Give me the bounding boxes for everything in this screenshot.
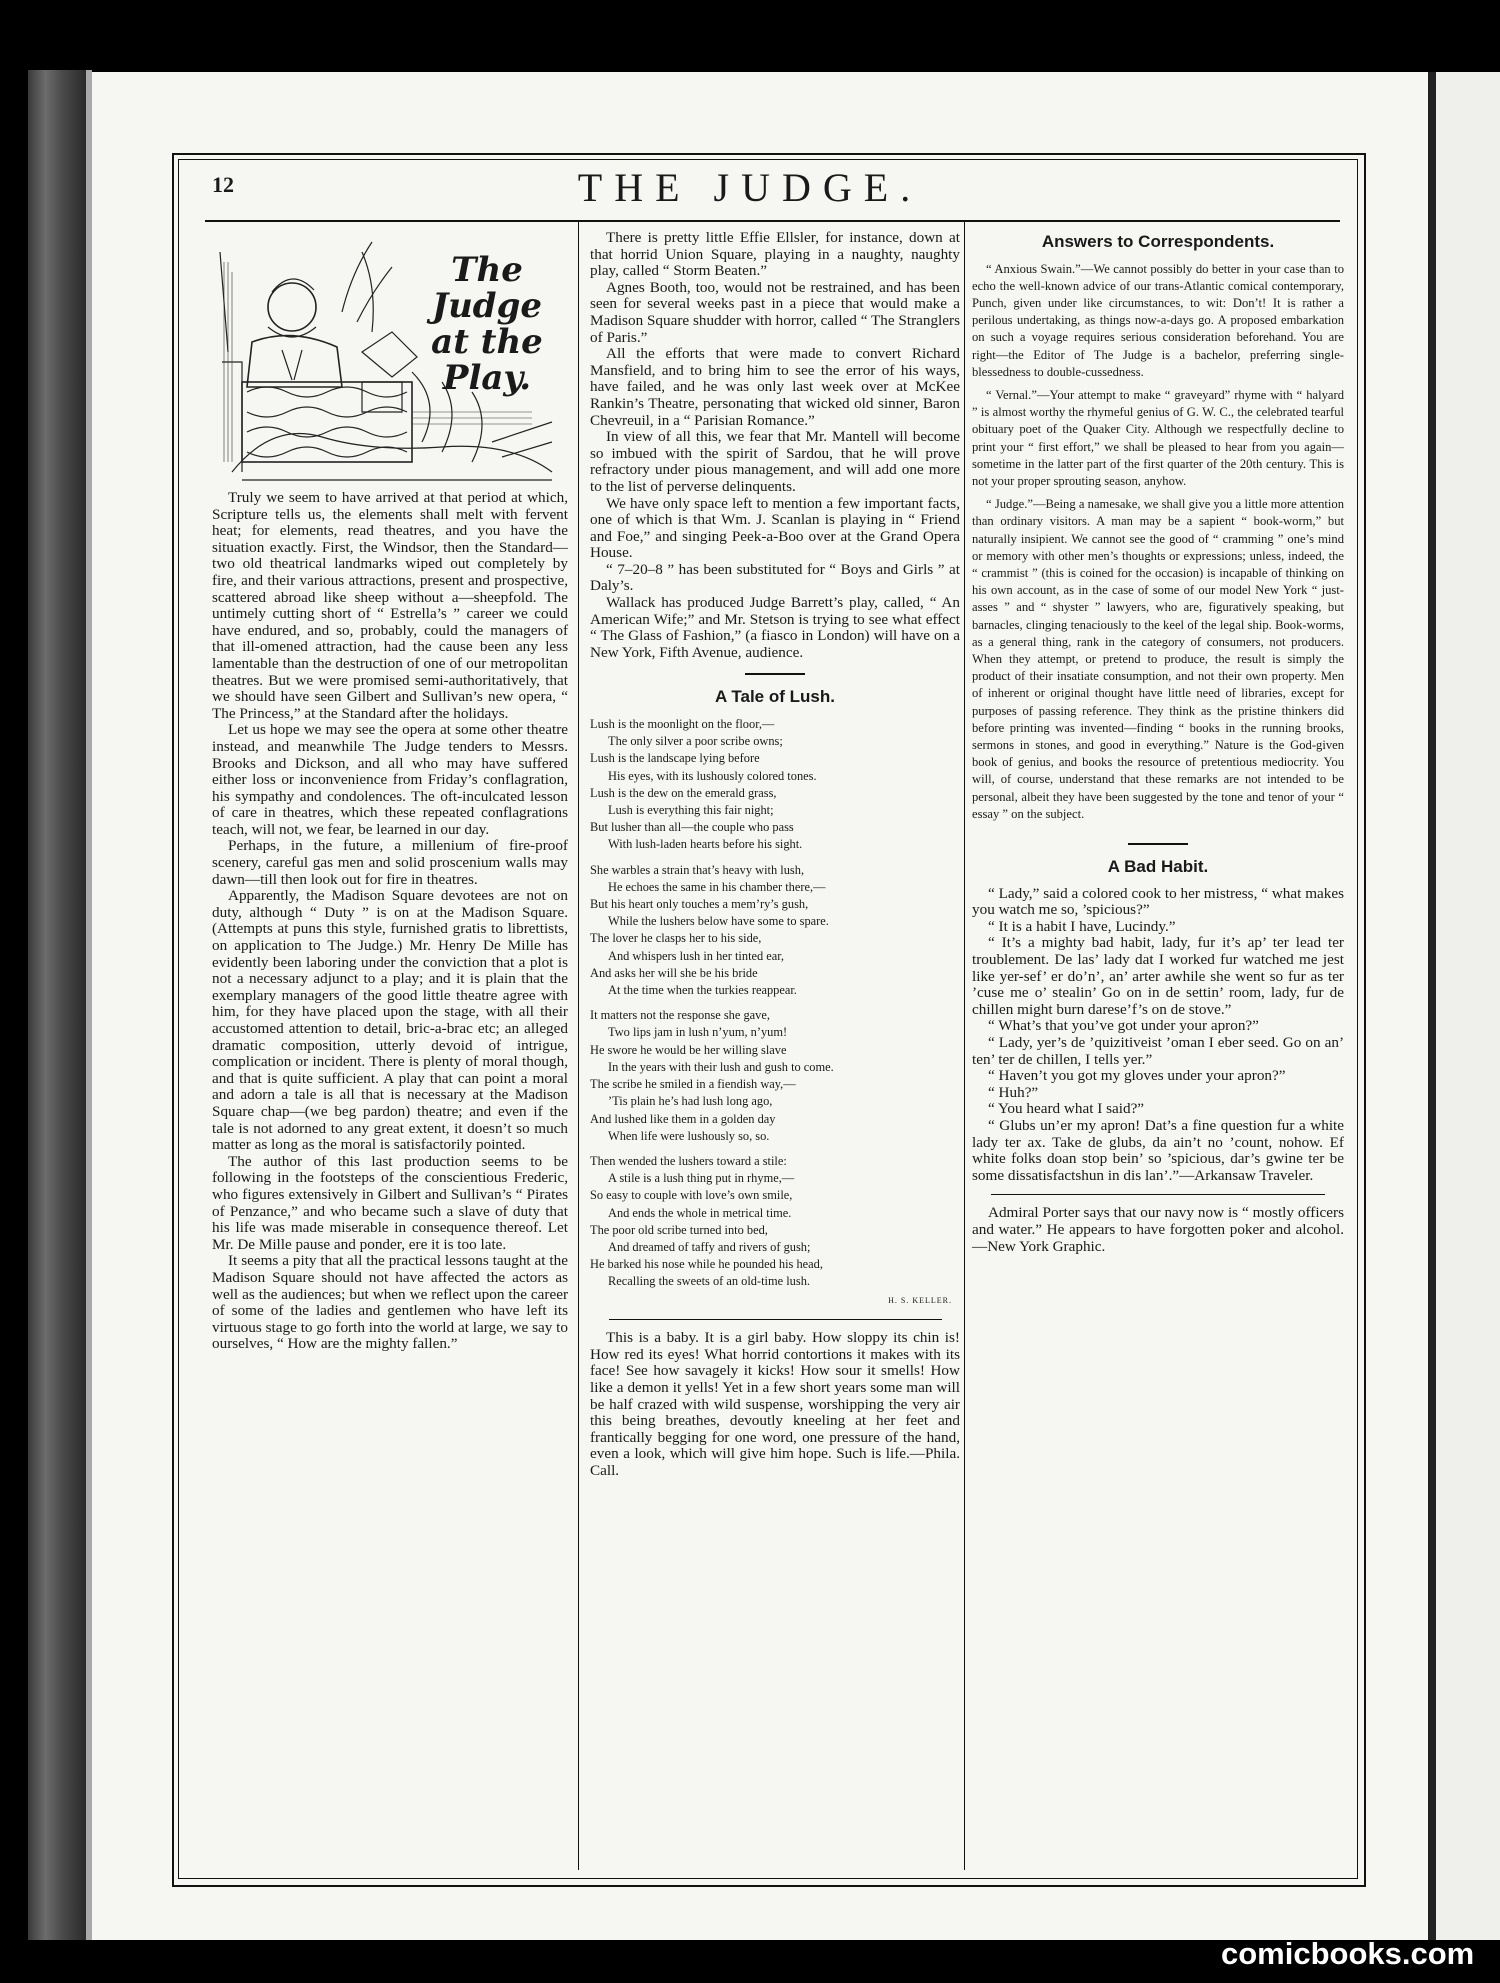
habit-title: A Bad Habit. bbox=[1107, 857, 1209, 877]
poem-line: And whispers lush in her tinted ear, bbox=[608, 948, 785, 963]
col1-para-5: The author of this last production seems to be following in the footsteps of the conscientious Frederic, who figures extensively in Gilbert and Sullivan’s “ Pirates of Penzance,” and who became such a slave of duty that his life was made miserable in consequence thereof. Let Mr. De Mille pause and ponder, ere it is too late. bbox=[212, 1152, 568, 1253]
poem-line: Recalling the sweets of an old-time lush. bbox=[608, 1274, 810, 1289]
column-1 bbox=[212, 232, 568, 1353]
answer-vernal: “ Vernal.”—Your attempt to make “ graveyard” rhyme with “ halyard ” is almost worthy the rhymeful genius of G. W. C., the celebrated tearful obituary poet of the Quaker City. Although we respectfully decline to print your “ first effort,” we shall be pleased to hear from you again—sometime in the latter part of the first quarter of the 20th century. This is not your proper sprouting season, anyhow. bbox=[972, 388, 1344, 489]
answers-title: Answers to Correspondents. bbox=[1041, 232, 1275, 251]
column-3 bbox=[972, 230, 1344, 1255]
col2-para-7: Wallack has produced Judge Barrett’s play, called, “ An American Wife;” and Mr. Stetson is trying to see what effect “ The Glass of Fashion,” (a fiasco in London) will have on a New York, Fifth Avenue, audience. bbox=[590, 594, 960, 661]
answers-section bbox=[972, 261, 1344, 824]
section-divider bbox=[745, 673, 805, 675]
col1-para-2: Let us hope we may see the opera at some other theatre instead, and meanwhile The Judge tenders to Messrs. Brooks and Dickson, and all who may have suffered either loss or inconvenience from Friday’s conflagration, his sympathy and condolences. The oft-inculcated lesson of care in theatres, which these repeated conflagrations teach, will not, we fear, be learned in our day. bbox=[212, 721, 568, 838]
answer-judge: “ Judge.”—Being a namesake, we shall give you a little more attention than ordinary visitors. A man may be a sapient “ book-worm,” but naturally insipient. We cannot see the good of “ cramming ” one’s mind or memory with other men’s thoughts or expressions; unless, indeed, the “ crammist ” (this is coined for the occasion) is incapable of thinking on his own account, as in the case of some of our model New York “ just-asses ” and “ shyster ” lawyers, who are, figuratively speaking, but barnacles, clinging tenaciously to the keel of the legal ship. Book-worms, as a general thing, rank in the category of consumers, not producers. When they attempt, or pretend to produce, the result is simply the product of their insatiate consumption, and not their own property. Men of inherent or original thought have little need of libraries, except for purposes of passing reference. They think as the pristine thinkers did before printing was invented—finding “ books in the running brooks, sermons in stones, and good in everything.” Nature is the God-given book of genius, and books the resource of pretentious mediocrity. You will, of course, understand that these remarks are not intended to be personal, albeit they have been suggested by the tone and tenor of your “ essay ” on the subject. bbox=[972, 497, 1344, 821]
stanza-gap bbox=[590, 1145, 960, 1153]
poem-line: She warbles a strain that’s heavy with lush, bbox=[590, 862, 805, 877]
habit-para-3: “ It’s a mighty bad habit, lady, fur it’s ap’ ter lead ter troublement. De las’ lady dat I worked fur watched me jest like yer-sef’ er do’n’, an’ arter awhile she went so fur as ter ’cuse me o’ stealin’ Go on in de settin’ room, lady, fur de chillen might burn darese’f’s on de stove.” bbox=[972, 934, 1344, 1018]
poem-line: The scribe he smiled in a fiendish way,— bbox=[590, 1077, 796, 1092]
poem-line: Lush is everything this fair night; bbox=[608, 803, 774, 818]
poem-title: A Tale of Lush. bbox=[715, 687, 835, 707]
illustration-title: The Judge at the Play. bbox=[431, 250, 543, 398]
column-rule-2 bbox=[964, 222, 965, 1870]
poem-line: The lover he clasps her to his side, bbox=[590, 931, 762, 946]
poem-line: But his heart only touches a mem’ry’s gush, bbox=[590, 897, 809, 912]
poem-line: Lush is the dew on the emerald grass, bbox=[590, 785, 777, 800]
col1-para-4: Apparently, the Madison Square devotees are not on duty, although “ Duty ” is on at the Madison Square. (Attempts at puns this style, furnished gratis to librettists, on application to The Judge.) Mr. Henry De Mille has evidently been laboring under the conviction that a plot is not a necessary adjunct to a play; and it is plain that the exemplary managers of the good little theatre agree with him, for they have placed upon the stage, with all their accustomed attention to detail, bric-a-brac etc; an alleged dramatic composition, utterly devoid of intrigue, complication or incident. There is plenty of moral though, and that is quite sufficient. A play that can point a moral and adorn a tale is all that is necessary at the Madison Square chap—(we beg pardon) theatre; and even if the tale is not adorned to any great extent, it doesn’t so much matter as long as the moral is satisfactorily pointed. bbox=[212, 887, 568, 1154]
col2-para-4: In view of all this, we fear that Mr. Mantell will become so imbued with the spirit of Sardou, that he will prove refractory under pious management, and will add one more to the list of perverse delinquents. bbox=[590, 428, 960, 495]
poem-line: His eyes, with its lushously colored tones. bbox=[608, 768, 817, 783]
habit-para-6: “ Haven’t you got my gloves under your apron?” bbox=[988, 1067, 1286, 1085]
book-spine bbox=[28, 70, 86, 1940]
poem-line: A stile is a lush thing put in rhyme,— bbox=[608, 1171, 795, 1186]
page-number: 12 bbox=[212, 172, 234, 197]
habit-para-1: “ Lady,” said a colored cook to her mistress, “ what makes you watch me so, ’spicious?” bbox=[972, 884, 1344, 919]
answer-anxious-swain: “ Anxious Swain.”—We cannot possibly do better in your case than to echo the well-known advice of our trans-Atlantic comical contemporary, Punch, given under like circumstances, to wit: Don’t! It is rather a perilous undertaking, as things now-a-days go. A proposed embarkation on such a voyage requires serious consideration beforehand. You are right—the Editor of The Judge is a bachelor, preferring single-blessedness to double-cussedness. bbox=[972, 261, 1344, 379]
column-2 bbox=[590, 230, 960, 1479]
poem-line: He swore he would be her willing slave bbox=[590, 1042, 787, 1057]
col2-para-5: We have only space left to mention a few important facts, one of which is that Wm. J. Scanlan is playing in “ Friend and Foe,” and singing Peek-a-Boo over at the Grand Opera House. bbox=[590, 494, 960, 562]
poem-line: Lush is the landscape lying before bbox=[590, 751, 760, 766]
poem-tale-of-lush bbox=[590, 716, 960, 1291]
habit-para-9: “ Glubs un’er my apron! Dat’s a fine question fur a white lady ter ax. Take de glubs, da ain’t no ’count, nohow. Ef white folks doan stop bein’ so ’spicious, dar’s gwine ter be some dissatisfactshun in dis lan’.”—Arkansaw Traveler. bbox=[972, 1117, 1344, 1184]
poem-signature: H. S. KELLER. bbox=[888, 1295, 952, 1305]
column-rule-1 bbox=[578, 222, 579, 1870]
poem-line: With lush-laden hearts before his sight. bbox=[608, 837, 803, 852]
col2-para-1: There is pretty little Effie Ellsler, for instance, down at that horrid Union Square, playing in a naughty, naughty play, called “ Storm Beaten.” bbox=[590, 229, 960, 280]
poem-line: Then wended the lushers toward a stile: bbox=[590, 1153, 787, 1168]
poem-line: And dreamed of taffy and rivers of gush; bbox=[608, 1239, 811, 1254]
masthead-title: THE JUDGE. bbox=[577, 165, 923, 210]
poem-line: At the time when the turkies reappear. bbox=[608, 983, 797, 998]
habit-para-4: “ What’s that you’ve got under your apron?” bbox=[988, 1017, 1259, 1035]
poem-line: And lushed like them in a golden day bbox=[590, 1111, 776, 1126]
baby-paragraph: This is a baby. It is a girl baby. How sloppy its chin is! How red its eyes! What horrid contortions it makes with its face! See how savagely it kicks! How sour it smells! How like a demon it yells! Yet in a few short years some man will be half crazed with wild suspense, worshipping the very air this being breathes, devoutly kneeling at her feet and frantically begging for one word, one pressure of the hand, even a look, which will give him hope. Such is life.—Phila. Call. bbox=[590, 1329, 960, 1479]
poem-line: And ends the whole in metrical time. bbox=[608, 1205, 792, 1220]
col1-para-1: Truly we seem to have arrived at that period at which, Scripture tells us, the elements shall melt with fervent heat; for elements, read theatres, and you have the situation exactly. First, the Windsor, then the Standard—two old theatrical landmarks wiped out completely by fire, and their various attractions, present and prospective, scattered abroad like sheep without a—sheepfold. The untimely cutting short of “ Estrella’s ” career we could have endured, and so, probably, could the managers of that ill-omened attraction, had the cause been any less lamentable than the destruction of one of our metropolitan theatres. But we were promised semi-authoritatively, that we should have seen Gilbert and Sullivan’s new opera, “ The Princess,” at the Standard after the holidays. bbox=[212, 489, 568, 722]
habit-para-5: “ Lady, yer’s de ’quizitiveist ’oman I eber seed. Go on an’ ten’ ter de chillen, I tells yer.” bbox=[972, 1034, 1344, 1068]
poem-line: It matters not the response she gave, bbox=[590, 1008, 770, 1023]
facing-page-edge bbox=[1436, 72, 1500, 1940]
poem-line: The poor old scribe turned into bed, bbox=[590, 1222, 768, 1237]
masthead-rule bbox=[205, 220, 1340, 222]
habit-para-2: “ It is a habit I have, Lucindy.” bbox=[988, 917, 1176, 935]
habit-para-7: “ Huh?” bbox=[988, 1083, 1039, 1101]
stanza-gap bbox=[590, 854, 960, 862]
col2-para-2: Agnes Booth, too, would not be restrained, and has been seen for several weeks past in a piece that would make a Madison Square shudder with horror, called “ The Stranglers of Paris.” bbox=[590, 278, 960, 346]
section-divider bbox=[991, 1194, 1326, 1195]
poem-line: When life were lushously so, so. bbox=[608, 1128, 770, 1143]
poem-line: He barked his nose while he pounded his head, bbox=[590, 1257, 823, 1272]
poem-line: Two lips jam in lush n’yum, n’yum! bbox=[608, 1025, 788, 1040]
poem-line: And asks her will she be his bride bbox=[590, 965, 758, 980]
col1-para-6: It seems a pity that all the practical lessons taught at the Madison Square should not have affected the actors as well as the audiences; but when we reflect upon the career of some of the ladies and gentlemen who have left its virtuous stage to go forth into the world at large, we say to ourselves, “ How are the mighty fallen.” bbox=[212, 1252, 568, 1353]
poem-line: ’Tis plain he’s had lush long ago, bbox=[608, 1094, 773, 1109]
poem-line: So easy to couple with love’s own smile, bbox=[590, 1188, 793, 1203]
porter-paragraph: Admiral Porter says that our navy now is “ mostly officers and water.” He appears to have forgotten poker and alcohol.—New York Graphic. bbox=[972, 1204, 1344, 1255]
poem-line: The only silver a poor scribe owns; bbox=[608, 734, 783, 749]
col2-para-3: All the efforts that were made to convert Richard Mansfield, and to bring him to see the error of his ways, have failed, and he was only last week over at McKee Rankin’s Theatre, personating that wicked old sinner, Baron Chevreuil, in a “ Parisian Romance.” bbox=[590, 345, 960, 429]
poem-line: Lush is the moonlight on the floor,— bbox=[590, 717, 775, 732]
site-watermark: comicbooks.com bbox=[1221, 1936, 1475, 1971]
col1-para-3: Perhaps, in the future, a millenium of fire-proof scenery, careful gas men and solid proscenium walls may dawn—till then look out for fire in theatres. bbox=[212, 837, 568, 888]
col2-para-6: “ 7–20–8 ” has been substituted for “ Boys and Girls ” at Daly’s. bbox=[590, 560, 960, 595]
poem-line: In the years with their lush and gush to come. bbox=[608, 1059, 834, 1074]
section-divider bbox=[609, 1319, 942, 1320]
habit-para-8: “ You heard what I said?” bbox=[988, 1100, 1145, 1118]
poem-line: He echoes the same in his chamber there,— bbox=[608, 879, 826, 894]
poem-line: But lusher than all—the couple who pass bbox=[590, 820, 794, 835]
judge-at-play-illustration bbox=[212, 232, 568, 482]
poem-line: While the lushers below have some to spare. bbox=[608, 914, 829, 929]
stanza-gap bbox=[590, 999, 960, 1007]
section-divider bbox=[1128, 843, 1188, 845]
